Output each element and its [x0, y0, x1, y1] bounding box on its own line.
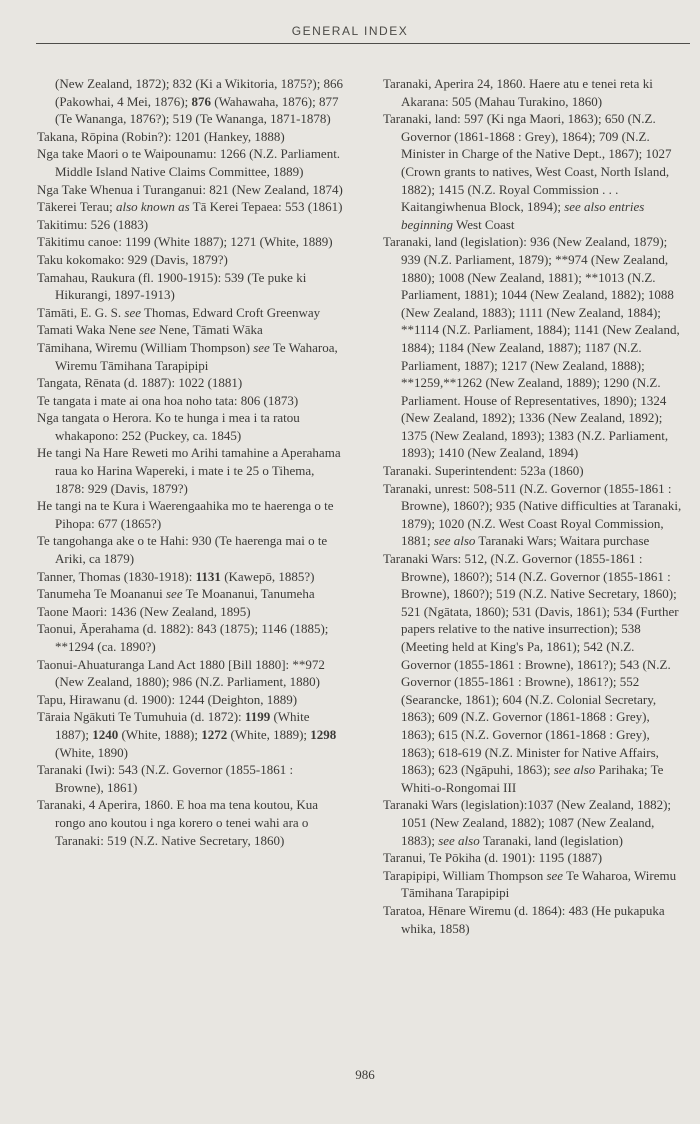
index-entry	[37, 233, 345, 251]
entry-text: Taranaki, land (legislation)	[479, 832, 623, 848]
entry-text: see also	[433, 533, 476, 549]
index-entry	[37, 304, 345, 322]
entry-text: Tarapipipi, William Thompson	[383, 867, 547, 883]
entry-text: see also entries beginning	[401, 199, 645, 232]
index-entry	[37, 691, 345, 709]
entry-text: Tamati Waka Nene	[37, 322, 140, 338]
entry-text: see	[253, 339, 270, 355]
entry-text: West Coast	[453, 216, 515, 232]
entry-text: Taone Maori: 1436 (New Zealand, 1895)	[37, 603, 251, 619]
index-entry	[383, 233, 685, 462]
entry-text: see also	[438, 832, 480, 848]
entry-text: Taonui, Āperahama (d. 1882): 843 (1875); 1146 (1885); **1294 (ca. 1890?)	[37, 621, 329, 654]
entry-text: (New Zealand, 1872); 832 (Ki a Wikitoria, 1875?); 866 (Pakowhai, 4 Mei, 1876);	[55, 76, 344, 109]
entry-text: (White, 1890)	[55, 744, 128, 760]
entry-text: Taranui, Te Pōkiha (d. 1901): 1195 (1887)	[383, 850, 603, 866]
entry-text: Nga take Maori o te Waipounamu: 1266 (N.Z. Parliament. Middle Island Native Claims Committee, 1889)	[37, 146, 341, 179]
index-entry	[383, 462, 685, 480]
entry-text: Tangata, Rēnata (d. 1887): 1022 (1881)	[37, 375, 243, 391]
entry-text: Parihaka; Te Whiti-o-Rongomai III	[401, 762, 664, 795]
index-entry	[37, 269, 345, 304]
entry-text: (White, 1888);	[118, 726, 202, 742]
page-number: 986	[355, 1067, 375, 1082]
index-entry	[37, 796, 345, 849]
entry-text: Tāmāti, E. G. S.	[37, 304, 125, 320]
entry-text: Thomas, Edward Croft Greenway	[141, 304, 321, 320]
index-entry	[37, 444, 345, 497]
entry-text: Tā Kerei Tepaea: 553 (1861)	[189, 199, 343, 215]
entry-text: 1199	[244, 709, 271, 725]
index-entry	[37, 656, 345, 691]
index-entry	[37, 409, 345, 444]
entry-text: Tamahau, Raukura (fl. 1900-1915): 539 (Te puke ki Hikurangi, 1897-1913)	[37, 269, 307, 303]
entry-text: Taranaki Wars; Waitara purchase	[475, 533, 650, 549]
entry-text: Taranaki, land (legislation): 936 (New Zealand, 1879); 939 (N.Z. Parliament, 1879); **974 (New Zealand, 1880); 1008 (New Zealand, 1881); **1013 (N.Z. Parliament, 1881); 1044 (New Zealand, 1882); 1088 (New Zealand, 1883); 1111 (New Zealand, 1884); **1114 (N.Z. Parliament, 1884); 1141 (New Zealand, 1884); 1184 (New Zealand, 1887); 1187 (N.Z. Parliament, 1887); 1217 (New Zealand, 1888); **1259,**1262 (New Zealand, 1889); 1290 (N.Z. Parliament. House of Representatives, 1890); 1324 (New Zealand, 1892); 1336 (New Zealand, 1892); 1375 (New Zealand, 1893); 1383 (N.Z. Parliament, 1893); 1410 (New Zealand, 1894)	[383, 234, 680, 461]
entry-text: 1298	[310, 726, 337, 742]
entry-text: Taranaki (Iwi): 543 (N.Z. Governor (1855-1861 : Browne), 1861)	[37, 762, 294, 795]
entry-text: Tanner, Thomas (1830-1918):	[37, 568, 196, 584]
entry-text: Taranaki. Superintendent: 523a (1860)	[383, 463, 584, 479]
index-entry	[383, 110, 685, 233]
index-entry	[383, 867, 685, 902]
entry-text: see	[546, 867, 564, 883]
index-entry	[383, 902, 685, 937]
entry-text: Taranaki, land: 597 (Ki nga Maori, 1863); 650 (N.Z. Governor (1861-1868 : Grey), 1864); 709 (N.Z. Minister in Charge of the Native Dept., 1867); 1027 (Crown grants to natives, West Coast, North Island, 1882); 1415 (N.Z. Royal Commission . . . Kaitangiwhenua Block, 1894);	[383, 111, 672, 215]
index-column-left	[37, 75, 345, 849]
entry-text: Taratoa, Hēnare Wiremu (d. 1864): 483 (He pukapuka whika, 1858)	[383, 902, 665, 936]
entry-text: Taranaki, 4 Aperira, 1860. E hoa ma tena koutou, Kua rongo ano koutou i nga korero o tenei wahi ara o Taranaki: 519 (N.Z. Native Secretary, 1860)	[37, 797, 319, 848]
index-column-right	[383, 75, 685, 937]
entry-text: Tanumeha Te Moananui	[37, 586, 166, 602]
entry-text: Nene, Tāmati Wāka	[155, 322, 263, 338]
running-header: GENERAL INDEX	[291, 24, 409, 38]
entry-text: see	[124, 304, 141, 320]
index-entry	[383, 849, 685, 867]
entry-text: Taranaki Wars (legislation):1037 (New Zealand, 1882); 1051 (New Zealand, 1882); 1087 (New Zealand, 1883);	[383, 797, 672, 848]
index-entry	[383, 550, 685, 796]
entry-text: Takitimu: 526 (1883)	[37, 216, 149, 232]
entry-text: Tākitimu canoe: 1199 (White 1887); 1271 (White, 1889)	[37, 234, 333, 250]
entry-text: (White 1887);	[55, 709, 310, 742]
entry-text: Te Waharoa, Wiremu Tāmihana Tarapipipi	[401, 867, 677, 901]
index-entry	[37, 145, 345, 180]
entry-text: (White, 1889);	[227, 726, 311, 742]
entry-text: (Kawepō, 1885?)	[220, 568, 315, 584]
index-entry	[37, 585, 345, 603]
entry-text: Tāraia Ngākuti Te Tumuhuia (d. 1872):	[37, 709, 245, 725]
entry-text: also known as	[115, 199, 190, 215]
entry-text: Nga tangata o Herora. Ko te hunga i mea i ta ratou whakapono: 252 (Puckey, ca. 1845)	[37, 410, 300, 443]
index-entry	[37, 568, 345, 586]
index-entry	[37, 708, 345, 761]
index-entry	[37, 497, 345, 532]
index-entry	[37, 620, 345, 655]
entry-text: Tākerei Terau;	[37, 199, 116, 215]
entry-text: 1131	[195, 568, 221, 584]
index-entry	[383, 796, 685, 849]
entry-text: Tapu, Hirawanu (d. 1900): 1244 (Deighton, 1889)	[37, 691, 298, 707]
index-entry	[37, 321, 345, 339]
entry-text: 1272	[201, 726, 228, 742]
index-entry	[37, 603, 345, 621]
index-entry	[37, 216, 345, 234]
entry-text: see	[139, 322, 156, 338]
index-entry	[37, 392, 345, 410]
index-entry	[37, 339, 345, 374]
entry-text: Te tangohanga ake o te Hahi: 930 (Te haerenga mai o te Ariki, ca 1879)	[37, 533, 328, 567]
entry-text: Te Waharoa, Wiremu Tāmihana Tarapipipi	[55, 339, 338, 373]
index-entry	[383, 480, 685, 550]
entry-text: Te tangata i mate ai ona hoa noho tata: 806 (1873)	[37, 392, 299, 408]
index-entry	[37, 251, 345, 269]
index-entry	[37, 761, 345, 796]
entry-text: Taku kokomako: 929 (Davis, 1879?)	[37, 251, 228, 267]
entry-text: Te Moananui, Tanumeha	[182, 586, 315, 602]
index-entry	[383, 75, 685, 110]
entry-text: Takana, Rōpina (Robin?): 1201 (Hankey, 1888)	[37, 128, 285, 144]
entry-text: Taranaki, unrest: 508-511 (N.Z. Governor (1855-1861 : Browne), 1860?); 935 (Native difficulties at Taranaki, 1879); 1020 (N.Z. West Coast Royal Commission, 1881;	[383, 480, 682, 549]
index-entry	[37, 181, 345, 199]
entry-text: see also	[553, 762, 596, 778]
index-entry	[37, 198, 345, 216]
entry-text: Taranaki, Aperira 24, 1860. Haere atu e tenei reta ki Akarana: 505 (Mahau Turakino, 1860)	[383, 76, 653, 109]
entry-text: Tāmihana, Wiremu (William Thompson)	[37, 339, 254, 355]
index-entry	[37, 128, 345, 146]
entry-text: Nga Take Whenua i Turanganui: 821 (New Zealand, 1874)	[37, 181, 343, 197]
index-entry-continued	[37, 75, 345, 128]
index-entry	[37, 374, 345, 392]
entry-text: 876	[191, 93, 211, 109]
entry-text: He tangi Na Hare Reweti mo Arihi tamahine a Aperahama raua ko Harina Wapereki, i mate i te 25 o Tihema, 1878: 929 (Davis, 1879?)	[37, 445, 341, 496]
header-rule	[36, 43, 690, 44]
entry-text: Taonui-Ahuaturanga Land Act 1880 [Bill 1880]: **972 (New Zealand, 1880); 986 (N.Z. Parliament, 1880)	[37, 656, 325, 690]
entry-text: 1240	[92, 726, 119, 742]
index-entry	[37, 532, 345, 567]
entry-text: He tangi na te Kura i Waerengaahika mo te haerenga o te Pihopa: 677 (1865?)	[37, 498, 334, 531]
entry-text: see	[165, 586, 183, 602]
entry-text: Taranaki Wars: 512, (N.Z. Governor (1855-1861 : Browne), 1860?); 514 (N.Z. Governor (1855-1861 : Browne), 1860?); 519 (N.Z. Native Secretary, 1860); 521 (Ngātata, 1860); 531 (Davis, 1861); 534 (Further papers relative to the native insurrection); 538 (Meeting held at King's Pa, 1861); 542 (N.Z. Governor (1855-1861 : Browne), 1861?); 543 (N.Z. Governor (1855-1861 : Browne), 1861?); 552 (Searancke, 1861); 604 (N.Z. Colonial Secretary, 1863); 609 (N.Z. Governor (1861-1868 : Grey), 1863); 615 (N.Z. Governor (1861-1868 : Grey), 1863); 618-619 (N.Z. Minister for Native Affairs, 1863); 623 (Ngāpuhi, 1863);	[383, 551, 679, 778]
entry-text: (Wahawaha, 1876); 877 (Te Wananga, 1876?); 519 (Te Wananga, 1871-1878)	[55, 93, 339, 127]
